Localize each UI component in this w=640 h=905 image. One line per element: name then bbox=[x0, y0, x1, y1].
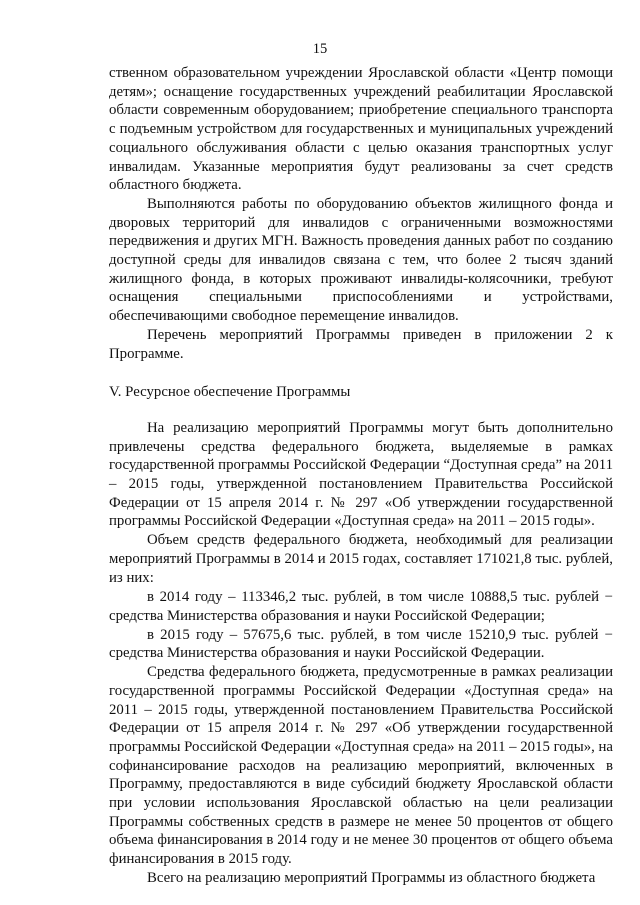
paragraph-federal-funds: На реализацию мероприятий Программы могут быть дополнительно привлечены средства федерального бюджета, выделяемые в рамках государственной программы Российской Федерации “Доступная среда” на 2011 – 2015 годы, утвержденной постановлением Правительства Российской Федерации от 15 апреля 2014 г. № 297 «Об утверждении государственной программы Российской Федерации «Доступная среда» на 2011 – 2015 годы». bbox=[109, 419, 613, 530]
paragraph-continuation: ственном образовательном учреждении Ярославской области «Центр помощи детям»; оснащение государственных учреждений реабилитации Ярославской области современным оборудованием; приобретение специального транспорта с подъемным устройством для государственных и муниципальных учреждений социального обслуживания области с целью оказания транспортных услуг инвалидам. Указанные мероприятия будут реализованы за счет средств областного бюджета. bbox=[109, 65, 613, 194]
section-heading: V. Ресурсное обеспечение Программы bbox=[109, 384, 351, 401]
paragraph-housing: Выполняются работы по оборудованию объектов жилищного фонда и дворовых территорий для инвалидов с ограниченными возможностями передвижения и других МГН. Важность проведения данных работ по созданию доступной среды для инвалидов связана с тем, что более 2 тысяч зданий жилищного фонда, в которых проживают инвалиды-колясочники, требуют оснащения специальными приспособлениями и устройствами, обеспечивающими свободное перемещение инвалидов. bbox=[109, 195, 613, 325]
document-body bbox=[109, 64, 613, 888]
paragraph-year-2014: в 2014 году – 113346,2 тыс. рублей, в том числе 10888,5 тыс. рублей − средства Министерства образования и науки Российской Федерации; bbox=[109, 589, 613, 624]
paragraph-cofinancing: Средства федерального бюджета, предусмотренные в рамках реализации государственной программы Российской Федерации «Доступная среда» на 2011 – 2015 годы, утвержденной постановлением Правительства Российской Федерации от 15 апреля 2014 г. № 297 «Об утверждении государственной программы Российской Федерации «Доступная среда» на 2011 – 2015 годы», на софинансирование расходов на реализацию мероприятий, включенных в Программу, предоставляются в виде субсидий бюджету Ярославской области при условии использования Ярославской областью на цели реализации Программы собственных средств в размере не менее 50 процентов от общего объема финансирования в 2014 году и не менее 30 процентов от общего объема финансирования в 2015 году. bbox=[109, 664, 614, 868]
paragraph-regional-budget: Всего на реализацию мероприятий Программы из областного бюджета bbox=[147, 869, 596, 886]
paragraph-federal-volume: Объем средств федерального бюджета, необходимый для реализации мероприятий Программы в 2014 и 2015 годах, составляет 171021,8 тыс. рублей, из них: bbox=[109, 532, 613, 586]
paragraph-year-2015: в 2015 году – 57675,6 тыс. рублей, в том числе 15210,9 тыс. рублей − средства Министерства образования и науки Российской Федерации. bbox=[109, 626, 613, 662]
page-number: 15 bbox=[312, 41, 328, 57]
paragraph-appendix-reference: Перечень мероприятий Программы приведен в приложении 2 к Программе. bbox=[109, 326, 613, 362]
